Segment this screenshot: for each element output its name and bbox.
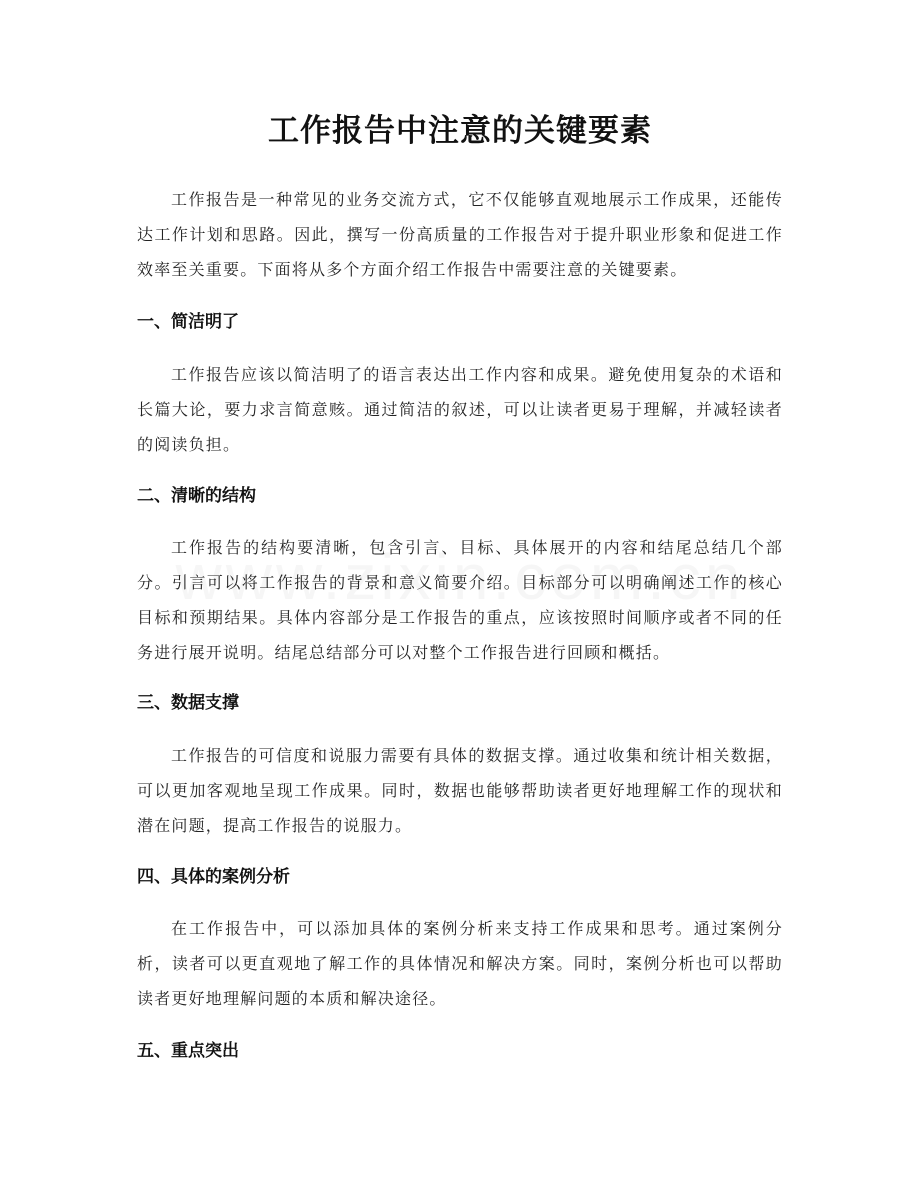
section-body-1: 工作报告应该以简洁明了的语言表达出工作内容和成果。避免使用复杂的术语和长篇大论，要力求言简意赅。通过简洁的叙述，可以让读者更易于理解，并减轻读者的阅读负担。 — [137, 365, 783, 454]
section-heading-3: 三、数据支撑 — [137, 693, 239, 713]
section-heading-2: 二、清晰的结构 — [137, 486, 256, 506]
section-body-4: 在工作报告中，可以添加具体的案例分析来支持工作成果和思考。通过案例分析，读者可以更直观地了解工作的具体情况和解决方案。同时，案例分析也可以帮助读者更好地理解问题的本质和解决途径。 — [137, 919, 783, 1008]
document-title: 工作报告中注意的关键要素 — [268, 113, 652, 149]
section-heading-1: 一、简洁明了 — [137, 312, 239, 332]
section-heading-4: 四、具体的案例分析 — [137, 867, 290, 887]
intro-paragraph: 工作报告是一种常见的业务交流方式，它不仅能够直观地展示工作成果，还能传达工作计划和思路。因此，撰写一份高质量的工作报告对于提升职业形象和促进工作效率至关重要。下面将从多个方面介绍工作报告中需要注意的关键要素。 — [137, 190, 783, 279]
section-body-3: 工作报告的可信度和说服力需要有具体的数据支撑。通过收集和统计相关数据，可以更加客观地呈现工作成果。同时，数据也能够帮助读者更好地理解工作的现状和潜在问题，提高工作报告的说服力。 — [137, 746, 783, 835]
section-heading-5: 五、重点突出 — [137, 1041, 239, 1061]
section-body-2: 工作报告的结构要清晰，包含引言、目标、具体展开的内容和结尾总结几个部分。引言可以将工作报告的背景和意义简要介绍。目标部分可以明确阐述工作的核心目标和预期结果。具体内容部分是工作报告的重点，应该按照时间顺序或者不同的任务进行展开说明。结尾总结部分可以对整个工作报告进行回顾和概括。 — [137, 538, 783, 662]
